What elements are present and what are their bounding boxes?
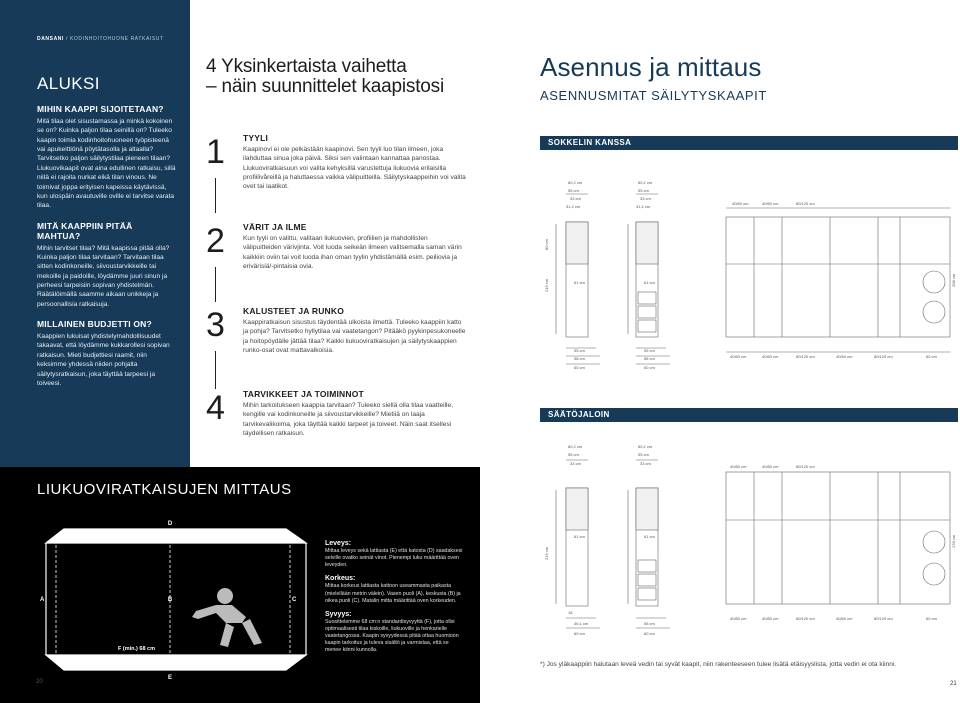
section-text-contents: Mihin tarvitset tilaa? Mitä kaapissa pitää olla? Kuinka paljon tilaa tarvitaan? Tarvitaan tilaa sitten kodinkoneille, siivoustarvikkeille tai mekoille ja paidoille, löydämme juuri sinun ja perheesi tarpeisiin sopivan yhdistelmän. Räätälöimällä saamme aikaan unikkeja ja persoonallisia ratkaisuja. [37,244,170,308]
cab2-drawer [638,306,656,318]
intro-panel [0,0,190,467]
steps-heading-line1: 4 Yksinkertaista vaihetta [206,56,407,77]
label-c: C [292,597,297,603]
step-3 [206,306,468,391]
cab1-top [566,222,588,264]
dim-61d: 61 cm [644,534,655,539]
step-number: 1 [206,133,225,171]
dim-40-60d: 40/60 cm [762,354,779,359]
feet-cabinet-diagrams [540,440,960,640]
dim-33c: 33 cm [570,461,581,466]
dim-80-120b: 80/120 cm [796,354,815,359]
dryer-drum-icon [923,563,945,585]
dim-55: 55 cm [568,188,579,193]
steps-heading-line2: – näin suunnittelet kaapistosi [206,76,444,98]
dim-58c: 58 cm [644,621,655,626]
section-text-placement: Mitä tilaa olet sisustamassa ja minkä kokoinen se on? Kuinka paljon tilaa seinillä on? Tuleeko kaapin toimia kodinhoitohuoneen työpisteenä vai apukeittiönä pöytätasolla ja altaalla? Tarvitsetko paljon säilytystilaa pieneen tilaan? Liukuovikaapit ovat aina edullinen ratkaisu, sillä niitä ei rajoita nurkat eikä tilan vinous. Ne toimivat joppa erityisen kapeissa käytävissä, kun ulospäin avautuville oville ei tarvitse varata tilaa. [37,118,176,210]
dim-61b: 61 cm [644,280,655,285]
legend-width-text: Mittaa leveys sekä lattiasta (E) että katosta (D) saadaksesi selville ovatko seinät vinot. Pienempi luku määrittää oven leveyden. [325,548,463,569]
dim-80-120c: 80/120 cm [874,354,893,359]
step-number: 4 [206,389,225,427]
section-title-budget: MILLAINEN BUDJETTI ON? [37,319,152,330]
dim-58: 58 cm [574,356,585,361]
dim-312b: 31,2 cm [636,204,651,209]
label-a: A [40,597,45,603]
dim-55d: 55 cm [644,348,655,353]
dim-60: 60 cm [574,365,585,370]
steps-column [206,57,468,97]
footnote: *) Jos yläkaappiin halutaan leveä vedin tai syvät kaapit, niin rakenteeseen tulee lisätä etäisyyslista, jotta vedin ei ota kiinni. [540,661,897,668]
dim-219b: 219 cm [544,546,549,560]
ceiling-strip [46,529,306,543]
cab2-drawer [638,292,656,304]
dim-40-60i: 40/60 cm [762,616,779,621]
brand-line [37,36,176,42]
steps-heading [206,57,468,97]
step-number: 3 [206,306,225,344]
dim-40-60b: 40/60 cm [762,201,779,206]
brand-subtitle: / KODINHOITOHUONE RATKAISUT [63,36,164,42]
installation-column [540,52,960,103]
dim-60e: 60 cm [644,631,655,636]
installation-title: Asennus ja mittaus [540,52,762,82]
dim-602d: 60,2 cm [638,444,653,449]
legend-height-text: Mittaa korkeus lattiasta kattoon useammasta paikasta (mielellään metrin välein). Vasen puoli (A), keskusta (B) ja oikea puoli (C). Matalin mitta määrittää oven korkeuden. [325,583,461,604]
dryer-drum-icon [923,301,945,323]
section-text-budget: Kaappien lukuisat yhdistelymahdollisuudet takaavat, että löydämme kukkarollesi sopivan ratkaisun. Mieti budjettiesi raamit, niin keksimme yhdessä niiden pohjalta säilytysratkaisun, joka täyttää tarpeesi ja toiveesi. [37,333,170,387]
dim-80-120f: 80/120 cm [874,616,893,621]
legend-depth-title: Syvyys: [325,610,352,618]
dim-55c: 55 cm [638,188,649,193]
legend-width-title: Leveys: [325,540,352,547]
dim-60f: 60 cm [926,616,937,621]
band-adjustable-feet: SÄÄTÖJALOIN [540,408,958,422]
dim-219: 219 cm [544,278,549,292]
step-text: Kun tyyli on valittu, valitaan liukuovien, profiilien ja mahdollisten välipuitteiden värivjinta. Voit luoda seikeän ilmeen valitsemalla saman värin kaikkiin oviin tai voit luoda ihan oman tyylin yhdistämällä esim. peiliovia ja erivärisiä/-pintaisia ovia. [243,235,462,271]
washer-drum-icon [923,271,945,293]
dim-80: 80 cm [544,239,549,250]
dim-40-60f: 40/60 cm [730,464,747,469]
dim-33: 33 cm [570,196,581,201]
step-text: Kaappiratkaisun sisustus täydentää ulkoista ilmettä. Tuleeko kaappiin katto ja pohja? Tarvitsetko hyllytilaa vai vaatetangon? Pitääkö pyykinpesukoneelle ja hoitopöydälle jättää tilaa? Kaikki liukuoviratkaisujen ja säilytyskaappien runko-osat ovat mattavalkoisia. [243,319,466,355]
dim-312: 31,2 cm [566,204,581,209]
front-elevation-feet [726,472,950,604]
step-divider [215,178,216,213]
dim-33d: 33 cm [640,461,651,466]
label-e: E [167,675,173,680]
dim-33b: 33 cm [640,196,651,201]
dim-40-60h: 40/60 cm [730,616,747,621]
dim-61: 61 cm [574,280,585,285]
step-title: VÄRIT JA ILME [243,222,307,232]
dim-208: 208 cm [951,273,956,287]
band-plinth: SOKKELIN KANSSA [540,136,958,150]
page-number-right: 21 [950,681,957,687]
step-title: TARVIKKEET JA TOIMINNOT [243,389,364,399]
dim-602c: 60,2 cm [568,444,583,449]
installation-subtitle: ASENNUSMITAT SÄILYTYSKAAPIT [540,88,767,103]
dim-18: 18 [568,610,573,615]
brand-name: DANSANI [37,36,64,42]
measurement-legend [325,534,465,655]
dim-55f: 55 cm [638,452,649,457]
step-divider [215,267,216,302]
dim-40-60g: 40/60 cm [762,464,779,469]
cab2-drawer [638,320,656,332]
dim-461: 46,1 cm [574,621,589,626]
step-4 [206,389,468,449]
step-text: Kaapinovi ei ole pelkästään kaapinovi. Sen tyyli luo tilan ilmeen, joka ilahduttaa sinua joka päivä. Siksi sen valintaan kannattaa panostaa. Liukuoviratkaisuun voi valita kehyksillä varustettuja liukuovia erilaisilla profiilivåreillä ja haluttaessa vaikka välipuitteilla. Säilytyskaappeihin voi valita ovet tai laatikot. [243,146,466,191]
dim-602b: 60,2 cm [638,180,653,185]
section-title-contents: MITÄ KAAPPIIN PITÄÄ MAHTUA? [37,220,133,241]
step-2 [206,222,468,302]
step-title: TYYLI [243,133,269,143]
label-d: D [167,521,173,527]
section-title-placement: MIHIN KAAPPI SIJOITETAAN? [37,104,164,114]
intro-title: ALUKSI [37,74,100,93]
room-measure-diagram [20,505,320,680]
kneeling-person-icon [192,588,262,647]
dim-602: 60,2 cm [568,180,583,185]
dim-80-120d: 80/120 cm [796,464,815,469]
dim-60c: 60 cm [926,354,937,359]
dim-40-60c: 40/60 cm [730,354,747,359]
dim-178: 178 cm [951,534,956,548]
plinth-cabinet-diagrams [540,172,960,372]
measurement-title: LIUKUOVIRATKAISUJEN MITTAUS [37,481,292,498]
page-number-left: 20 [36,679,43,685]
dim-40-60: 40/60 cm [732,201,749,206]
label-b: B [167,597,173,603]
dim-61c: 61 cm [574,534,585,539]
dim-58b: 58 cm [644,356,655,361]
washer-drum-icon [923,531,945,553]
dim-60b: 60 cm [644,365,655,370]
step-text: Mihin tarkoitukseen kaappia tarvitaan? Tuleeko siellä olla tilaa vaatteille, kengille vai kodinkoneille ja siivoustarvikkeille? Mietiiä on laaja tarvikevalikoima, joka täyttää kaikki tarpeet ja toiveet. Näin saat itsellesi täydellisen ratkaisun. [243,402,454,438]
dim-55e: 55 cm [568,452,579,457]
dim-40-60j: 40/60 cm [836,616,853,621]
step-number: 2 [206,222,225,260]
cab2-top [636,222,658,264]
legend-depth-text: Suosittelemme 68 cm:n standardisyvyyttä (F), jotta ollsi optimaalisesti tilaa kiskoille, liukuoville ja henkarielle vaatetangossa. Kaapin syvyydessä pitää ottaa huomioon kaapin tarkoitus ja tuleva sisältö ja varmistaa, että se menee kiinni kunnolla. [325,618,459,654]
dim-40-60e: 40/60 cm [836,354,853,359]
dim-55b: 55 cm [574,348,585,353]
step-divider [215,351,216,389]
label-f: F (min.) 68 cm [118,646,155,652]
step-1 [206,133,468,213]
dim-60d: 60 cm [574,631,585,636]
dim-80-120: 80/120 cm [796,201,815,206]
measurement-panel [0,467,480,703]
floor-strip [46,655,306,670]
step-title: KALUSTEET JA RUNKO [243,306,345,316]
front-elevation [726,217,950,337]
legend-height-title: Korkeus: [325,575,356,583]
dim-80-120e: 80/120 cm [796,616,815,621]
